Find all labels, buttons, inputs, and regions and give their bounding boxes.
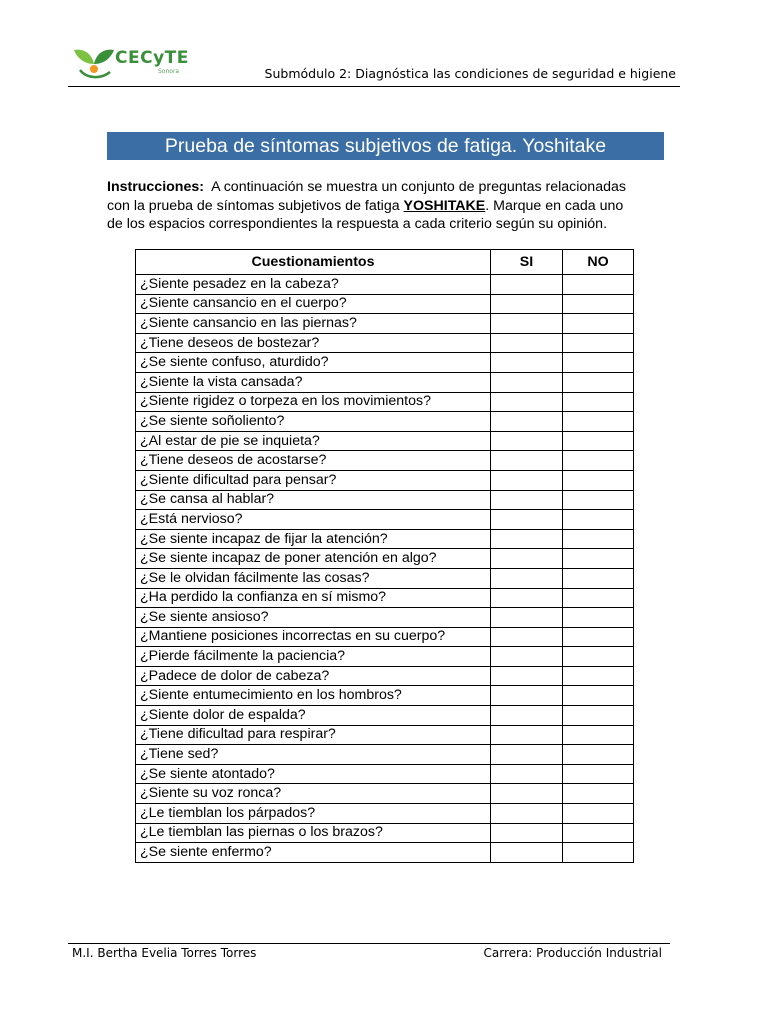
- answer-no-cell[interactable]: [563, 392, 634, 412]
- question-cell: ¿Tiene deseos de bostezar?: [136, 333, 491, 353]
- instructions-paragraph: [107, 178, 667, 234]
- header-divider: [68, 86, 680, 87]
- answer-si-cell[interactable]: [491, 666, 563, 686]
- answer-no-cell[interactable]: [563, 627, 634, 647]
- table-header-row: [136, 250, 634, 275]
- instructions-line-2: [107, 197, 667, 216]
- table-row: [136, 333, 634, 353]
- question-cell: ¿Le tiemblan las piernas o los brazos?: [136, 823, 491, 843]
- answer-no-cell[interactable]: [563, 608, 634, 628]
- question-cell: ¿Siente dolor de espalda?: [136, 706, 491, 726]
- column-header-no: NO: [563, 250, 634, 275]
- answer-si-cell[interactable]: [491, 333, 563, 353]
- answer-no-cell[interactable]: [563, 666, 634, 686]
- question-cell: ¿Siente su voz ronca?: [136, 784, 491, 804]
- question-cell: ¿Siente cansancio en las piernas?: [136, 314, 491, 334]
- question-cell: ¿Tiene deseos de acostarse?: [136, 451, 491, 471]
- table-row: [136, 745, 634, 765]
- answer-no-cell[interactable]: [563, 745, 634, 765]
- footer-author: M.I. Bertha Evelia Torres Torres: [72, 946, 257, 960]
- table-row: [136, 353, 634, 373]
- table-row: [136, 372, 634, 392]
- instructions-text-2a: con la prueba de síntomas subjetivos de fatiga: [107, 197, 404, 214]
- answer-no-cell[interactable]: [563, 470, 634, 490]
- question-cell: ¿Está nervioso?: [136, 510, 491, 530]
- logo-text: CECyTE: [115, 48, 189, 68]
- question-cell: ¿Se siente atontado?: [136, 764, 491, 784]
- table-row: [136, 431, 634, 451]
- answer-si-cell[interactable]: [491, 490, 563, 510]
- answer-si-cell[interactable]: [491, 627, 563, 647]
- answer-no-cell[interactable]: [563, 510, 634, 530]
- answer-no-cell[interactable]: [563, 294, 634, 314]
- question-cell: ¿Siente la vista cansada?: [136, 372, 491, 392]
- question-cell: ¿Se siente confuso, aturdido?: [136, 353, 491, 373]
- answer-si-cell[interactable]: [491, 745, 563, 765]
- table-row: [136, 412, 634, 432]
- table-row: [136, 510, 634, 530]
- instructions-label: Instrucciones:: [107, 179, 204, 195]
- table-row: [136, 314, 634, 334]
- answer-si-cell[interactable]: [491, 725, 563, 745]
- question-cell: ¿Se siente incapaz de poner atención en algo?: [136, 549, 491, 569]
- table-row: [136, 843, 634, 863]
- answer-si-cell[interactable]: [491, 686, 563, 706]
- answer-si-cell[interactable]: [491, 451, 563, 471]
- table-row: [136, 549, 634, 569]
- question-cell: ¿Se siente soñoliento?: [136, 412, 491, 432]
- answer-si-cell[interactable]: [491, 843, 563, 863]
- answer-si-cell[interactable]: [491, 568, 563, 588]
- answer-no-cell[interactable]: [563, 686, 634, 706]
- column-header-si: SI: [491, 250, 563, 275]
- answer-si-cell[interactable]: [491, 549, 563, 569]
- answer-no-cell[interactable]: [563, 490, 634, 510]
- answer-no-cell[interactable]: [563, 549, 634, 569]
- answer-no-cell[interactable]: [563, 451, 634, 471]
- question-cell: ¿Siente dificultad para pensar?: [136, 470, 491, 490]
- question-cell: ¿Se cansa al hablar?: [136, 490, 491, 510]
- answer-si-cell[interactable]: [491, 392, 563, 412]
- table-row: [136, 706, 634, 726]
- answer-no-cell[interactable]: [563, 804, 634, 824]
- table-row: [136, 686, 634, 706]
- answer-no-cell[interactable]: [563, 725, 634, 745]
- answer-no-cell[interactable]: [563, 784, 634, 804]
- answer-no-cell[interactable]: [563, 314, 634, 334]
- table-row: [136, 529, 634, 549]
- table-row: [136, 451, 634, 471]
- answer-no-cell[interactable]: [563, 353, 634, 373]
- question-cell: ¿Tiene dificultad para respirar?: [136, 725, 491, 745]
- answer-no-cell[interactable]: [563, 412, 634, 432]
- answer-no-cell[interactable]: [563, 529, 634, 549]
- answer-no-cell[interactable]: [563, 647, 634, 667]
- answer-no-cell[interactable]: [563, 843, 634, 863]
- table-row: [136, 294, 634, 314]
- answer-si-cell[interactable]: [491, 706, 563, 726]
- answer-no-cell[interactable]: [563, 568, 634, 588]
- instructions-text-1: A continuación se muestra un conjunto de preguntas relacionadas: [211, 179, 626, 195]
- question-cell: ¿Siente entumecimiento en los hombros?: [136, 686, 491, 706]
- question-cell: ¿Siente cansancio en el cuerpo?: [136, 294, 491, 314]
- answer-no-cell[interactable]: [563, 431, 634, 451]
- questionnaire-table: [135, 249, 634, 863]
- question-cell: ¿Pierde fácilmente la paciencia?: [136, 647, 491, 667]
- answer-no-cell[interactable]: [563, 706, 634, 726]
- leaf-logo-icon: [70, 44, 116, 84]
- document-header-title: Submódulo 2: Diagnóstica las condiciones de seguridad e higiene: [264, 66, 676, 81]
- section-banner-title: Prueba de síntomas subjetivos de fatiga. Yoshitake: [107, 132, 664, 160]
- answer-si-cell[interactable]: [491, 608, 563, 628]
- footer-divider: [68, 943, 670, 944]
- question-cell: ¿Tiene sed?: [136, 745, 491, 765]
- answer-si-cell[interactable]: [491, 412, 563, 432]
- question-cell: ¿Se siente incapaz de fijar la atención?: [136, 529, 491, 549]
- table-row: [136, 490, 634, 510]
- questionnaire-body: [136, 275, 634, 863]
- answer-no-cell[interactable]: [563, 823, 634, 843]
- table-row: [136, 568, 634, 588]
- question-cell: ¿Se siente ansioso?: [136, 608, 491, 628]
- table-row: [136, 725, 634, 745]
- answer-si-cell[interactable]: [491, 784, 563, 804]
- question-cell: ¿Siente rigidez o torpeza en los movimientos?: [136, 392, 491, 412]
- table-row: [136, 804, 634, 824]
- answer-si-cell[interactable]: [491, 353, 563, 373]
- table-row: [136, 784, 634, 804]
- answer-si-cell[interactable]: [491, 372, 563, 392]
- question-cell: ¿Ha perdido la confianza en sí mismo?: [136, 588, 491, 608]
- table-row: [136, 627, 634, 647]
- answer-si-cell[interactable]: [491, 529, 563, 549]
- answer-si-cell[interactable]: [491, 510, 563, 530]
- column-header-questions: Cuestionamientos: [136, 250, 491, 275]
- answer-si-cell[interactable]: [491, 588, 563, 608]
- logo-subtext: Sonora: [158, 68, 180, 75]
- table-row: [136, 647, 634, 667]
- question-cell: ¿Se le olvidan fácilmente las cosas?: [136, 568, 491, 588]
- answer-si-cell[interactable]: [491, 823, 563, 843]
- answer-no-cell[interactable]: [563, 372, 634, 392]
- table-row: [136, 608, 634, 628]
- instructions-text-2b: . Marque en cada uno: [485, 197, 624, 214]
- footer-career: Carrera: Producción Industrial: [483, 946, 662, 960]
- answer-si-cell[interactable]: [491, 294, 563, 314]
- answer-si-cell[interactable]: [491, 804, 563, 824]
- answer-si-cell[interactable]: [491, 314, 563, 334]
- table-row: [136, 392, 634, 412]
- answer-si-cell[interactable]: [491, 647, 563, 667]
- cecyte-logo: [70, 44, 200, 84]
- answer-si-cell[interactable]: [491, 764, 563, 784]
- answer-no-cell[interactable]: [563, 764, 634, 784]
- question-cell: ¿Le tiemblan los párpados?: [136, 804, 491, 824]
- question-cell: ¿Padece de dolor de cabeza?: [136, 666, 491, 686]
- instructions-line-3: de los espacios correspondientes la respuesta a cada criterio según su opinión.: [107, 216, 608, 232]
- instructions-yoshitake: YOSHITAKE: [403, 197, 486, 214]
- instructions-line-1: [107, 178, 667, 197]
- table-row: [136, 470, 634, 490]
- question-cell: ¿Siente pesadez en la cabeza?: [136, 275, 491, 295]
- answer-si-cell[interactable]: [491, 275, 563, 295]
- question-cell: ¿Se siente enfermo?: [136, 843, 491, 863]
- answer-no-cell[interactable]: [563, 275, 634, 295]
- answer-si-cell[interactable]: [491, 470, 563, 490]
- table-row: [136, 823, 634, 843]
- table-row: [136, 275, 634, 295]
- question-cell: ¿Mantiene posiciones incorrectas en su cuerpo?: [136, 627, 491, 647]
- answer-no-cell[interactable]: [563, 588, 634, 608]
- answer-no-cell[interactable]: [563, 333, 634, 353]
- answer-si-cell[interactable]: [491, 431, 563, 451]
- table-row: [136, 588, 634, 608]
- table-row: [136, 764, 634, 784]
- question-cell: ¿Al estar de pie se inquieta?: [136, 431, 491, 451]
- table-row: [136, 666, 634, 686]
